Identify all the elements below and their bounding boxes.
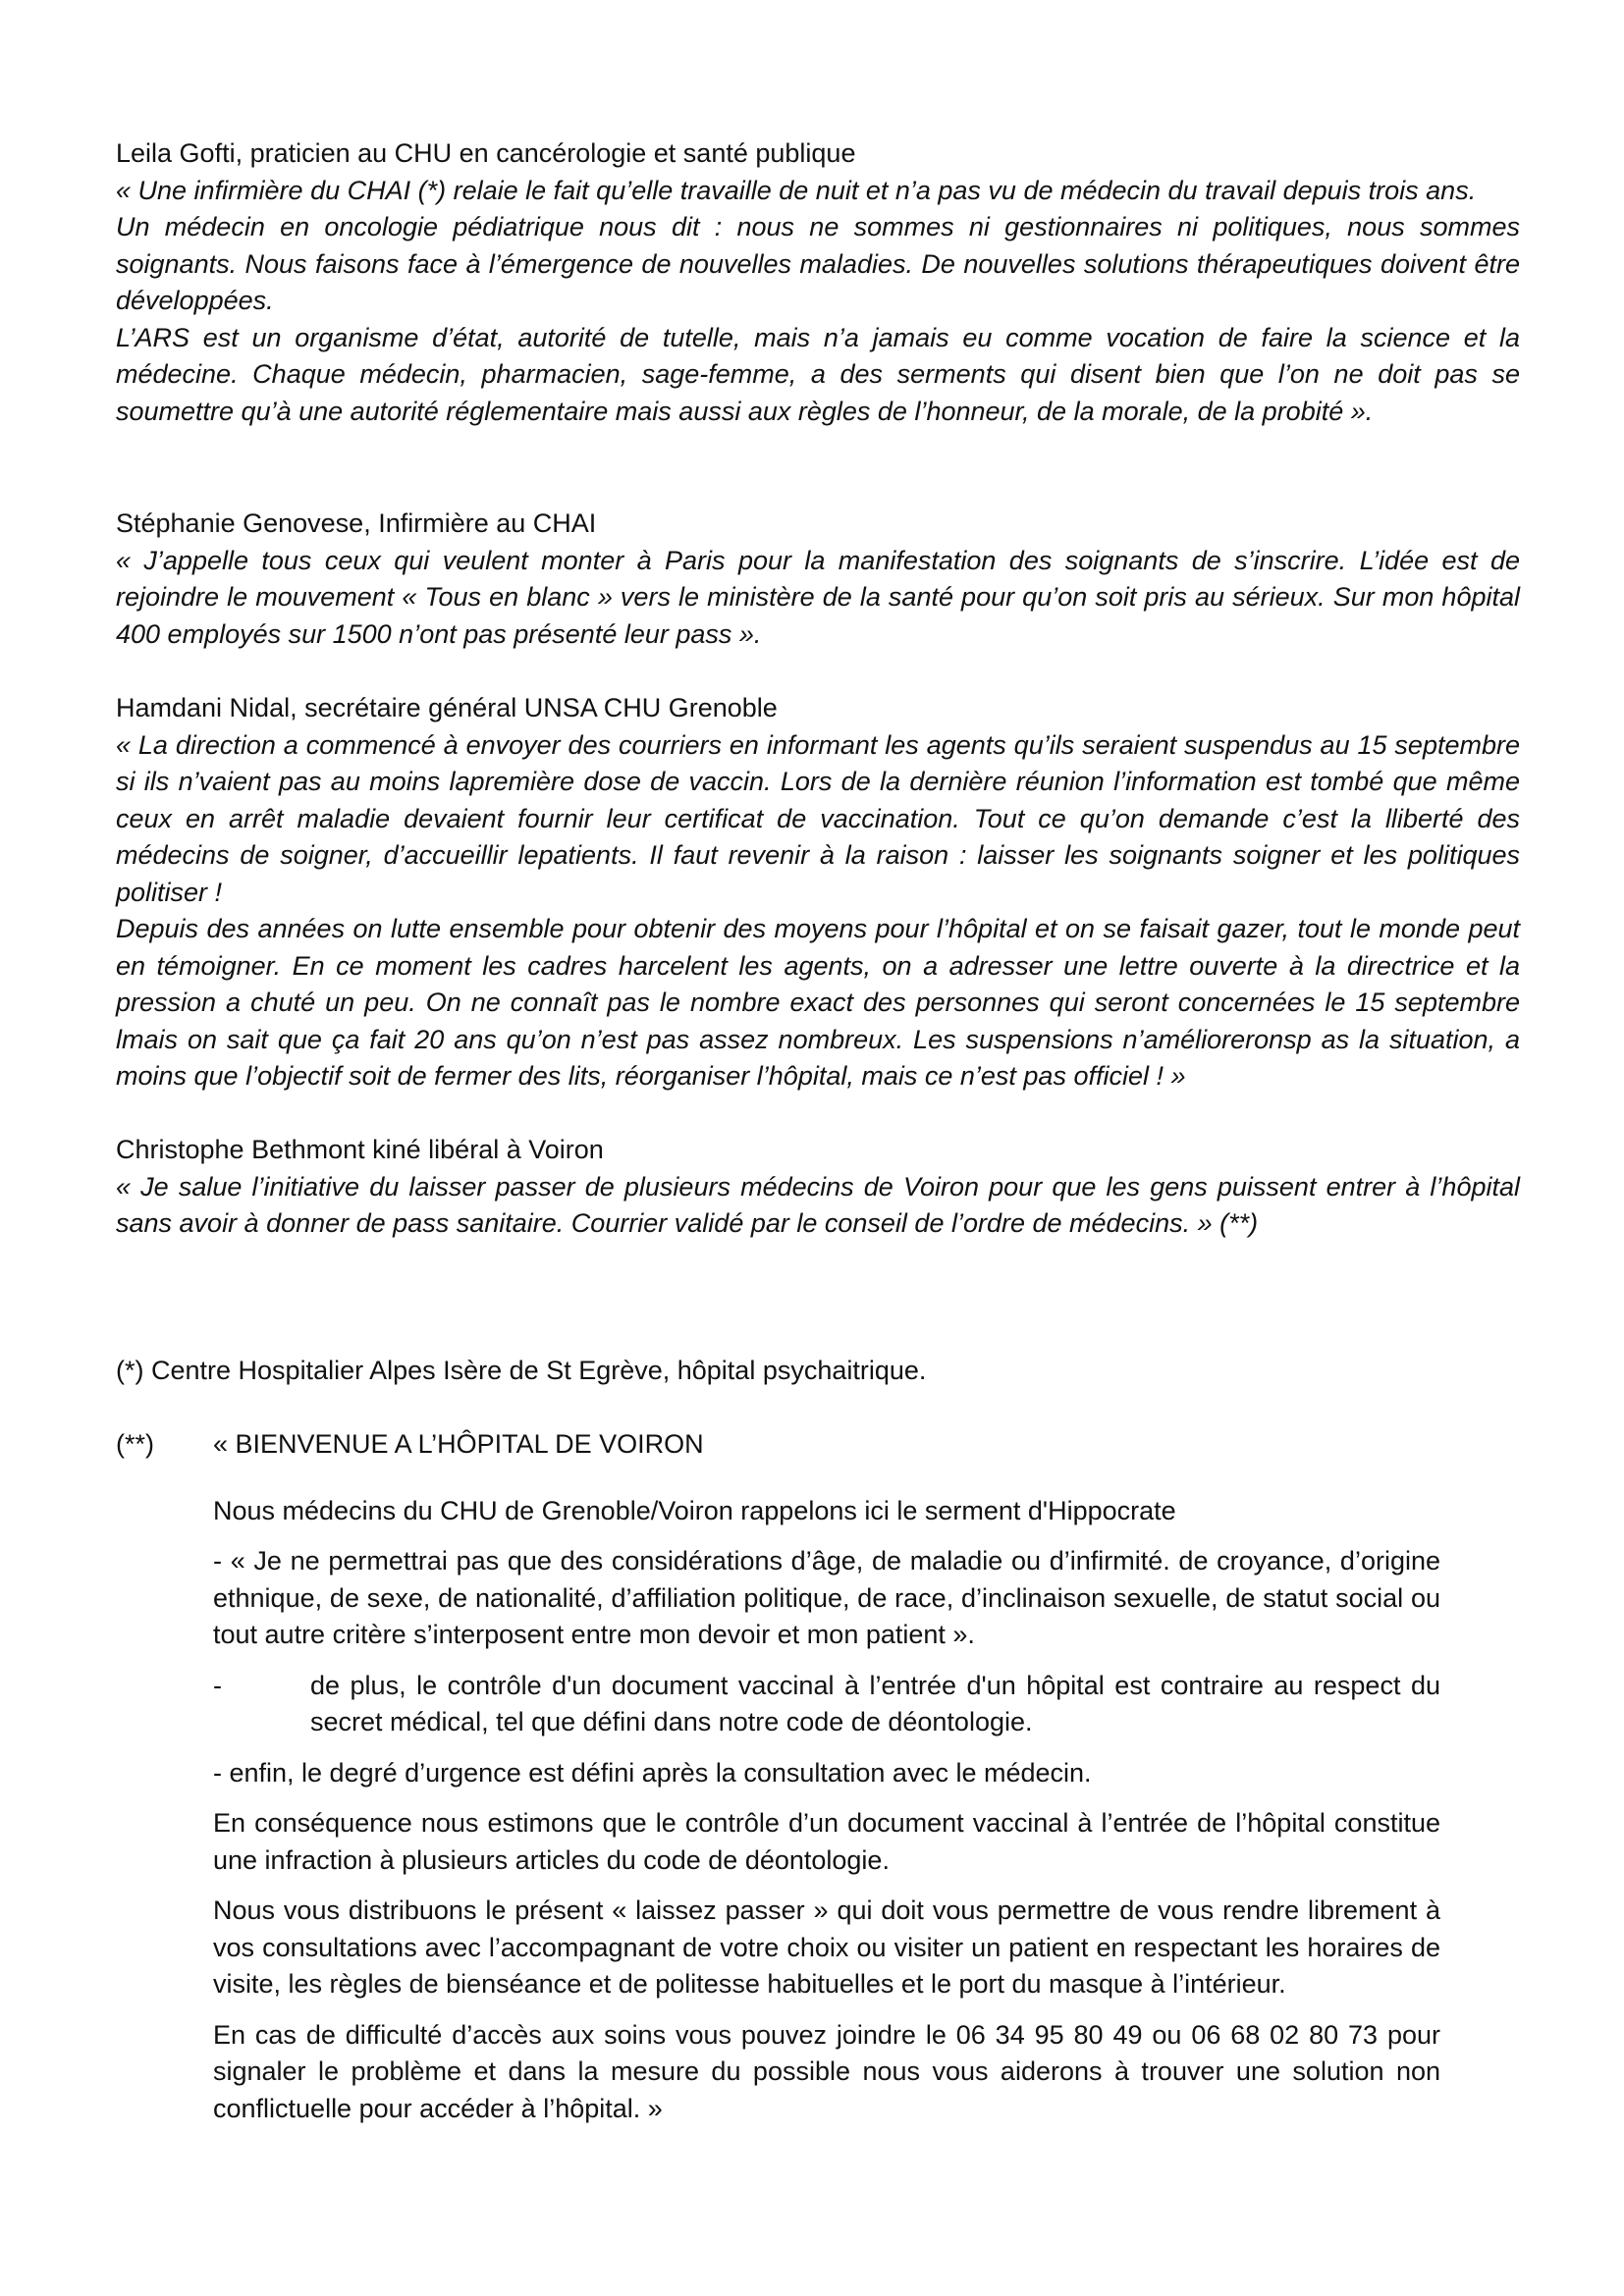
quote-paragraph: « La direction a commencé à envoyer des courriers en informant les agents qu’ils seraient suspendus au 15 septembre si ils n’vaient pas au moins lapremière dose de vaccin. Lors de la dernière réunion l’information est tombé que même ceux en arrêt maladie devaient fournir leur certificat de vaccination. Tout ce qu’on demande c’est la lliberté des médecins de soigner, d’accueillir lepatients. Il faut revenir à la raison : laisser les soignants soigner et les politiques politiser ! bbox=[116, 729, 1520, 907]
letter-paragraph: En cas de difficulté d’accès aux soins vous pouvez joindre le 06 34 95 80 49 ou 06 68 02 80 73 pour signaler le problème et dans la mesure du possible nous vous aiderons à trouver une solution non conflictuelle pour accéder à l’hôpital. » bbox=[213, 2019, 1440, 2123]
letter-item: - « Je ne permettrai pas que des considérations d’âge, de maladie ou d’infirmité. de croyance, d’origine ethnique, de sexe, de nationalité, d’affiliation politique, de race, d’inclinaison sexuelle, de statut social ou tout autre critère s’interposent entre mon devoir et mon patient ». bbox=[213, 1546, 1440, 1649]
testimony-hamdani-nidal bbox=[116, 690, 1520, 1095]
quote-paragraph: « Je salue l’initiative du laisser passer de plusieurs médecins de Voiron pour que les gens puissent entrer à l’hôpital sans avoir à donner de pass sanitaire. Courrier validé par le conseil de l’ordre de médecins. » (**) bbox=[116, 1171, 1520, 1238]
quote-paragraph: « J’appelle tous ceux qui veulent monter à Paris pour la manifestation des soignants de s’inscrire. L’idée est de rejoindre le mouvement « Tous en blanc » vers le ministère de la santé pour qu’on soit pris au sérieux. Sur mon hôpital 400 employés sur 1500 n’ont pas présenté leur pass ». bbox=[116, 545, 1520, 649]
letter-intro: Nous médecins du CHU de Grenoble/Voiron rappelons ici le serment d'Hippocrate bbox=[213, 1495, 1176, 1525]
testimony-leila-gofti bbox=[116, 135, 1520, 430]
footnote-text: (*) Centre Hospitalier Alpes Isère de St Egrève, hôpital psychaitrique. bbox=[116, 1356, 927, 1385]
testimony-stephanie-genovese bbox=[116, 506, 1520, 653]
letter-item-text: de plus, le contrôle d'un document vaccinal à l’entrée d'un hôpital est contraire au respect du secret médical, tel que défini dans notre code de déontologie. bbox=[310, 1670, 1440, 1736]
letter-paragraph: En conséquence nous estimons que le contrôle d’un document vaccinal à l’entrée de l’hôpital constitue une infraction à plusieurs articles du code de déontologie. bbox=[213, 1808, 1440, 1875]
letter-item: - enfin, le degré d’urgence est défini après la consultation avec le médecin. bbox=[213, 1757, 1092, 1788]
quote-paragraph: Un médecin en oncologie pédiatrique nous dit : nous ne sommes ni gestionnaires ni politiques, nous sommes soignants. Nous faisons face à l’émergence de nouvelles maladies. De nouvelles solutions thérapeutiques doivent être développées. bbox=[116, 212, 1520, 315]
letter-item bbox=[213, 1668, 1440, 1741]
quote-paragraph: Depuis des années on lutte ensemble pour obtenir des moyens pour l’hôpital et on se faisait gazer, tout le monde peut en témoigner. En ce moment les cadres harcelent les agents, on a adresser une lettre ouverte à la directrice et la pression a chuté un peu. On ne connaît pas le nombre exact des personnes qui seront concernées le 15 septembre lmais on sait que ça fait 20 ans qu’on n’est pas assez nombreux. Les suspensions n’améliorerons​p as la situation, a moins que l’objectif soit de fermer des lits, réorganiser l’hôpital, mais ce n’est pas officiel ! » bbox=[116, 914, 1520, 1091]
list-dash: - bbox=[213, 1670, 222, 1700]
speaker-name: Christophe Bethmont kiné libéral à Voiron bbox=[116, 1135, 604, 1164]
speaker-name: Hamdani Nidal, secrétaire général UNSA CHU Grenoble bbox=[116, 693, 778, 722]
footnote-marker: (**) bbox=[116, 1429, 154, 1459]
letter-paragraph: Nous vous distribuons le présent « laissez passer » qui doit vous permettre de vous rendre librement à vos consultations avec l’accompagnant de votre choix ou visiter un patient en respectant les horaires de visite, les règles de bienséance et de politesse habituelles et le port du masque à l’intérieur. bbox=[213, 1896, 1440, 1999]
letter-heading: « BIENVENUE A L’HÔPITAL DE VOIRON bbox=[213, 1429, 704, 1459]
footnote-letter-voiron bbox=[213, 1426, 1440, 2141]
footnote-chai bbox=[116, 1353, 1520, 1390]
testimony-christophe-bethmont bbox=[116, 1132, 1520, 1243]
quote-paragraph: « Une infirmière du CHAI (*) relaie le fait qu’elle travaille de nuit et n’a pas vu de médecin du travail depuis trois ans. bbox=[116, 175, 1477, 205]
speaker-name: Leila Gofti, praticien au CHU en cancérologie et santé publique bbox=[116, 138, 856, 168]
speaker-name: Stéphanie Genovese, Infirmière au CHAI bbox=[116, 508, 597, 538]
quote-paragraph: L’ARS est un organisme d’état, autorité de tutelle, mais n’a jamais eu comme vocation de faire la science et la médecine. Chaque médecin, pharmacien, sage-femme, a des serments qui disent bien que l’on ne doit pas se soumettre qu’à une autorité réglementaire mais aussi aux règles de l’honneur, de la morale, de la probité ». bbox=[116, 322, 1520, 426]
